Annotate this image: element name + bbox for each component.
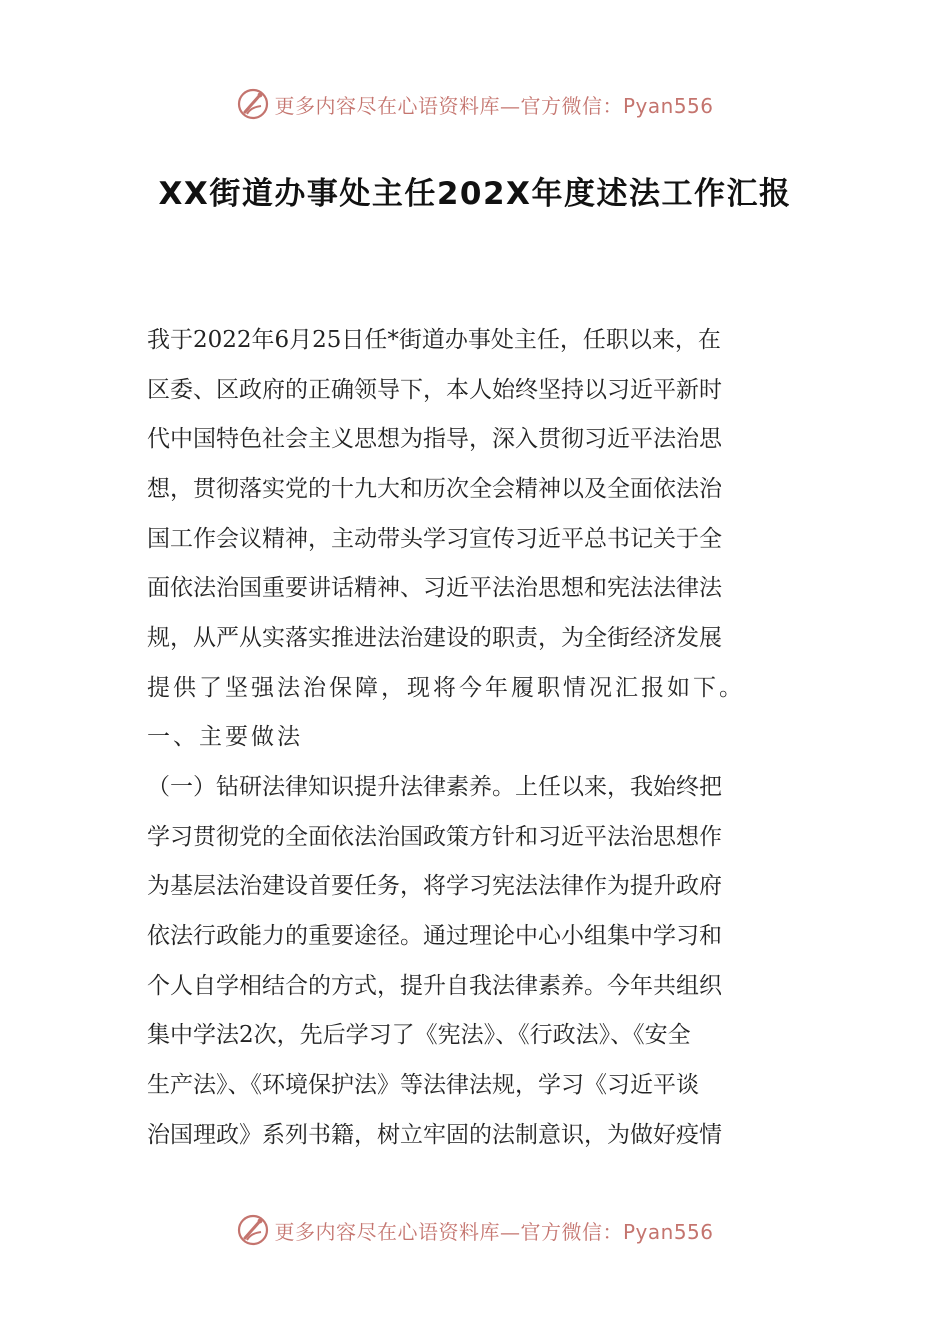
watermark-wechat-id: Pyan556 <box>622 93 714 118</box>
body-line: 治国理政》系列书籍，树立牢固的法制意识，为做好疫情 <box>147 1121 722 1148</box>
body-line: 提供了坚强法治保障，现将今年履职情况汇报如下。 <box>147 674 745 701</box>
pen-logo-icon <box>236 87 270 121</box>
section-heading: 一、主要做法 <box>147 724 303 751</box>
body-line: 想，贯彻落实党的十九大和历次全会精神以及全面依法治 <box>147 475 722 502</box>
body-line: 依法行政能力的重要途径。通过理论中心小组集中学习和 <box>147 923 722 950</box>
body-line: 区委、区政府的正确领导下，本人始终坚持以习近平新时 <box>147 376 722 403</box>
body-line: 国工作会议精神，主动带头学习宣传习近平总书记关于全 <box>147 525 722 552</box>
body-line: 学习贯彻党的全面依法治国政策方针和习近平法治思想作 <box>147 823 722 850</box>
body-line: 规，从严从实落实推进法治建设的职责，为全街经济发展 <box>147 624 722 651</box>
watermark-text: 更多内容尽在心语资料库—官方微信： <box>274 93 623 118</box>
body-line: 集中学法2次，先后学习了《宪法》、《行政法》、《安全 <box>147 1022 691 1049</box>
document-body <box>147 315 805 1160</box>
body-line: 个人自学相结合的方式，提升自我法律素养。今年共组织 <box>147 972 722 999</box>
watermark-label <box>274 1216 713 1245</box>
watermark-label <box>274 90 713 119</box>
body-line: 我于2022年6月25日任*街道办事处主任，任职以来，在 <box>147 326 721 353</box>
header-watermark <box>0 84 950 124</box>
body-line: 为基层法治建设首要任务，将学习宪法法律作为提升政府 <box>147 873 722 900</box>
body-line: （一）钻研法律知识提升法律素养。上任以来，我始终把 <box>147 774 722 801</box>
pen-logo-icon <box>236 1213 270 1247</box>
document-title: XX街道办事处主任202X年度述法工作汇报 <box>158 176 792 212</box>
body-line: 生产法》、《环境保护法》等法律法规，学习《习近平谈 <box>147 1072 699 1099</box>
watermark-wechat-id: Pyan556 <box>622 1219 714 1244</box>
watermark-text: 更多内容尽在心语资料库—官方微信： <box>274 1219 623 1244</box>
footer-watermark <box>0 1210 950 1250</box>
body-line: 面依法治国重要讲话精神、习近平法治思想和宪法法律法 <box>147 575 722 602</box>
body-line: 代中国特色社会主义思想为指导，深入贯彻习近平法治思 <box>147 426 722 453</box>
